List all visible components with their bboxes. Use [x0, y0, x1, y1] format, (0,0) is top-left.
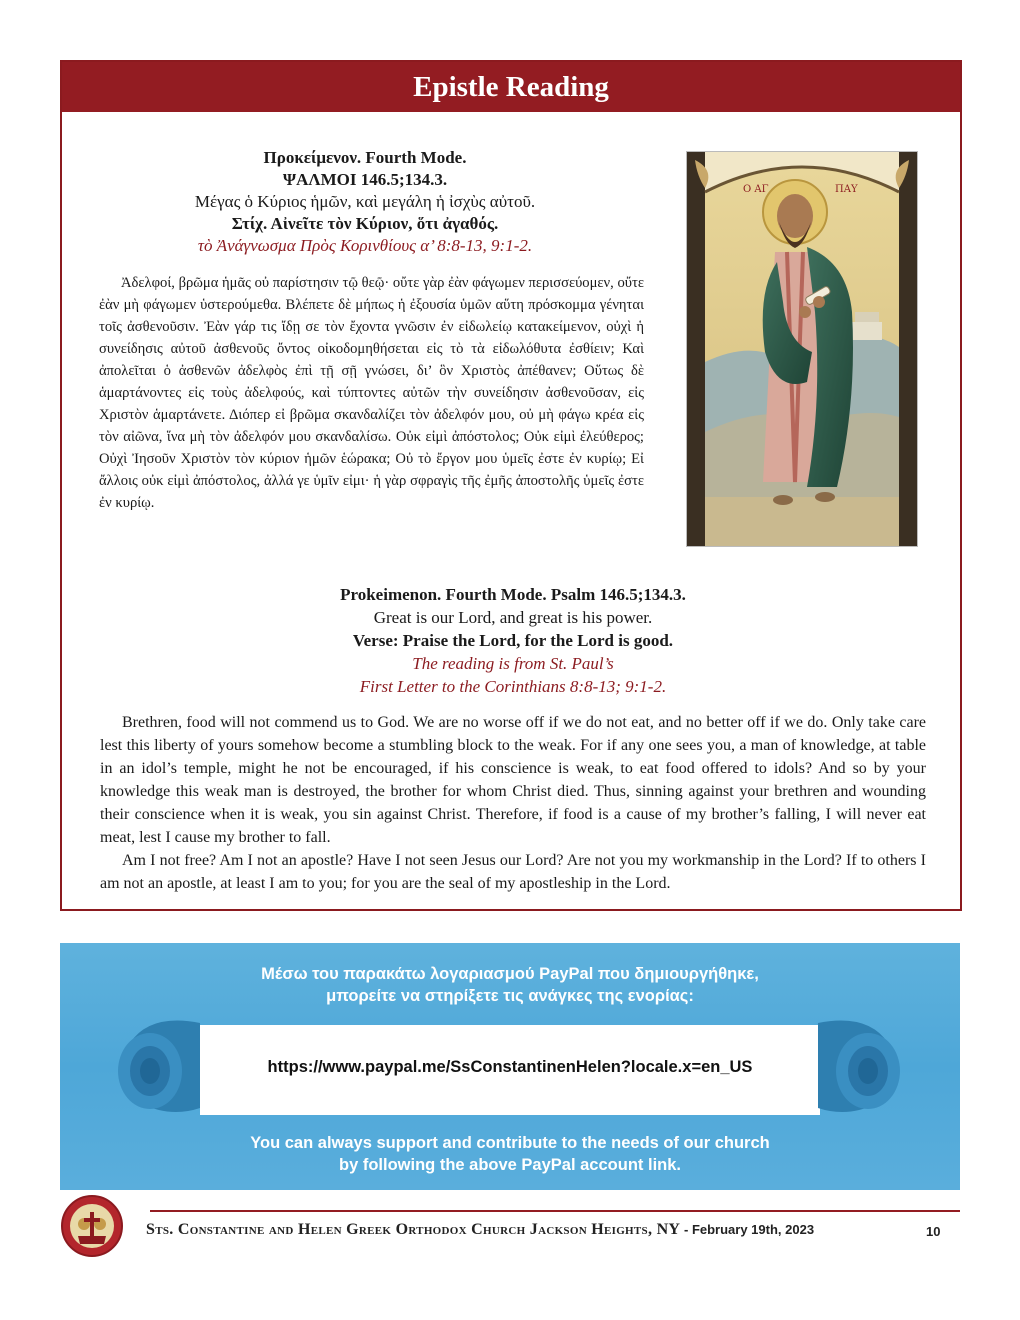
- greek-psalm-line: ΨΑΛΜΟΙ 146.5;134.3.: [282, 170, 448, 189]
- english-verse-line: Great is our Lord, and great is his power.: [373, 608, 653, 627]
- left-scroll-curl-icon: [90, 993, 210, 1133]
- greek-mode-line: Προκείμενον. Fourth Mode.: [263, 148, 467, 167]
- epistle-reading-box: [60, 60, 962, 911]
- epistle-title: Epistle Reading: [62, 62, 960, 112]
- english-epistle-text: [100, 711, 926, 895]
- english-prokeimenon: [62, 583, 964, 698]
- st-paul-icon-image: [686, 151, 918, 547]
- english-mode-line: Prokeimenon. Fourth Mode. Psalm 146.5;134.3.: [340, 585, 686, 604]
- paypal-english-line-1: You can always support and contribute to the needs of our church: [250, 1134, 770, 1152]
- english-stich-line: Verse: Praise the Lord, for the Lord is good.: [352, 631, 674, 650]
- english-paragraph-2: Am I not free? Am I not an apostle? Have I not seen Jesus our Lord? Are not you my workmanship in the Lord? If to others I am not an apostle, at least I am to you; for you are the seal of my apostleship in the Lord.: [100, 852, 926, 892]
- greek-reading-ref: τὸ Ἀνάγνωσμα Πρὸς Κορινθίους α’ 8:8-13, 9:1-2.: [197, 236, 533, 255]
- paypal-english-text: [60, 1132, 960, 1176]
- icon-inscription-right: ΠΑΥ: [835, 184, 858, 195]
- paypal-support-banner: [60, 943, 960, 1190]
- page-number: 10: [926, 1224, 941, 1239]
- paypal-english-line-2: by following the above PayPal account link.: [339, 1156, 681, 1174]
- footer-date: - February 19th, 2023: [684, 1222, 815, 1237]
- greek-stich-line: Στίχ. Αἰνεῖτε τὸν Κύριον, ὅτι ἀγαθός.: [231, 214, 499, 233]
- church-seal-logo: [60, 1194, 124, 1258]
- footer-divider: [150, 1210, 960, 1212]
- greek-prokeimenon: [62, 147, 668, 257]
- english-paragraph-1: Brethren, food will not commend us to God. We are no worse off if we do not eat, and no better off if we do. Only take care lest this liberty of yours somehow become a stumbling block to the weak. For if any one sees you, a man of knowledge, at table in an idol’s temple, might he not be encouraged, if his conscience is weak, to eat food offered to idols? And so by your knowledge this weak man is destroyed, the brother for whom Christ died. Thus, sinning against your brethren and wounding their conscience when it is weak, you sin against Christ. Therefore, if food is a cause of my brother’s falling, I will never eat meat, lest I cause my brother to fall.: [100, 714, 926, 846]
- right-scroll-curl-icon: [808, 993, 928, 1133]
- greek-verse-line: Μέγας ὁ Κύριος ἡμῶν, καὶ μεγάλη ἡ ἰσχὺς αὐτοῦ.: [194, 192, 536, 211]
- footer-church: Sts. Constantine and Helen Greek Orthodox Church Jackson Heights, NY: [146, 1221, 680, 1238]
- greek-epistle-text: Ἀδελφοί, βρῶμα ἡμᾶς οὐ παρίστησιν τῷ θεῷ· οὔτε γὰρ ἐὰν φάγωμεν περισσεύομεν, οὔτε ἐὰν μὴ φάγωμεν ὑστερούμεθα. Βλέπετε δὲ μήπως ἡ ἐξουσία ὑμῶν αὕτη πρόσκομμα γένηται τοῖς ἀσθενοῦσιν. Ἐὰν γάρ τις ἴδῃ σε τὸν ἔχοντα γνῶσιν ἐν εἰδωλείῳ κατακείμενον, οὐχὶ ἡ συνείδησις αὐτοῦ ἀσθενοῦς ὄντος οἰκοδομηθήσεται εἰς τὸ τὰ εἰδωλόθυτα ἐσθίειν; Καὶ ἀπολεῖται ὁ ἀσθενῶν ἀδελφὸς ἐπὶ τῇ σῇ γνώσει, δι’ ὃν Χριστὸς ἀπέθανεν; Οὕτως δὲ ἁμαρτάνοντες εἰς τοὺς ἀδελφούς, καὶ τύπτοντες αὐτῶν τὴν συνείδησιν ἀσθενοῦσαν, εἰς Χριστὸν ἁμαρτάνετε. Διόπερ εἰ βρῶμα σκανδαλίζει τὸν ἀδελφόν μου, οὐ μὴ φάγω κρέα εἰς τὸν αἰῶνα, ἵνα μὴ τὸν ἀδελφόν μου σκανδαλίσω. Οὐκ εἰμὶ ἀπόστολος; Οὐκ εἰμὶ ἐλεύθερος; Οὐχὶ Ἰησοῦν Χριστὸν τὸν κύριον ἡμῶν ἑώρακα; Οὐ τὸ ἔργον μου ὑμεῖς ἐστε ἐν κυρίῳ; Εἰ ἄλλοις οὐκ εἰμὶ ἀπόστολος, ἀλλά γε ὑμῖν εἰμι· ἡ γὰρ σφραγὶς τῆς ἐμῆς ἀποστολῆς ὑμεῖς ἐστε ἐν κυρίῳ.: [99, 275, 644, 511]
- icon-inscription-left: Ο ΑΓ: [743, 184, 769, 195]
- english-reading-ref-1: The reading is from St. Paul’s: [412, 654, 614, 673]
- paypal-greek-line-2: μπορείτε να στηρίξετε τις ανάγκες της ενορίας:: [326, 987, 694, 1005]
- english-reading-ref-2: First Letter to the Corinthians 8:8-13; 9:1-2.: [359, 677, 667, 696]
- footer-church-name: [146, 1221, 886, 1239]
- paypal-greek-line-1: Μέσω του παρακάτω λογαριασμού PayPal που δημιουργήθηκε,: [261, 965, 759, 983]
- paypal-link[interactable]: https://www.paypal.me/SsConstantinenHelen?locale.x=en_US: [267, 1058, 753, 1076]
- st-paul-icon-illustration: [687, 152, 917, 546]
